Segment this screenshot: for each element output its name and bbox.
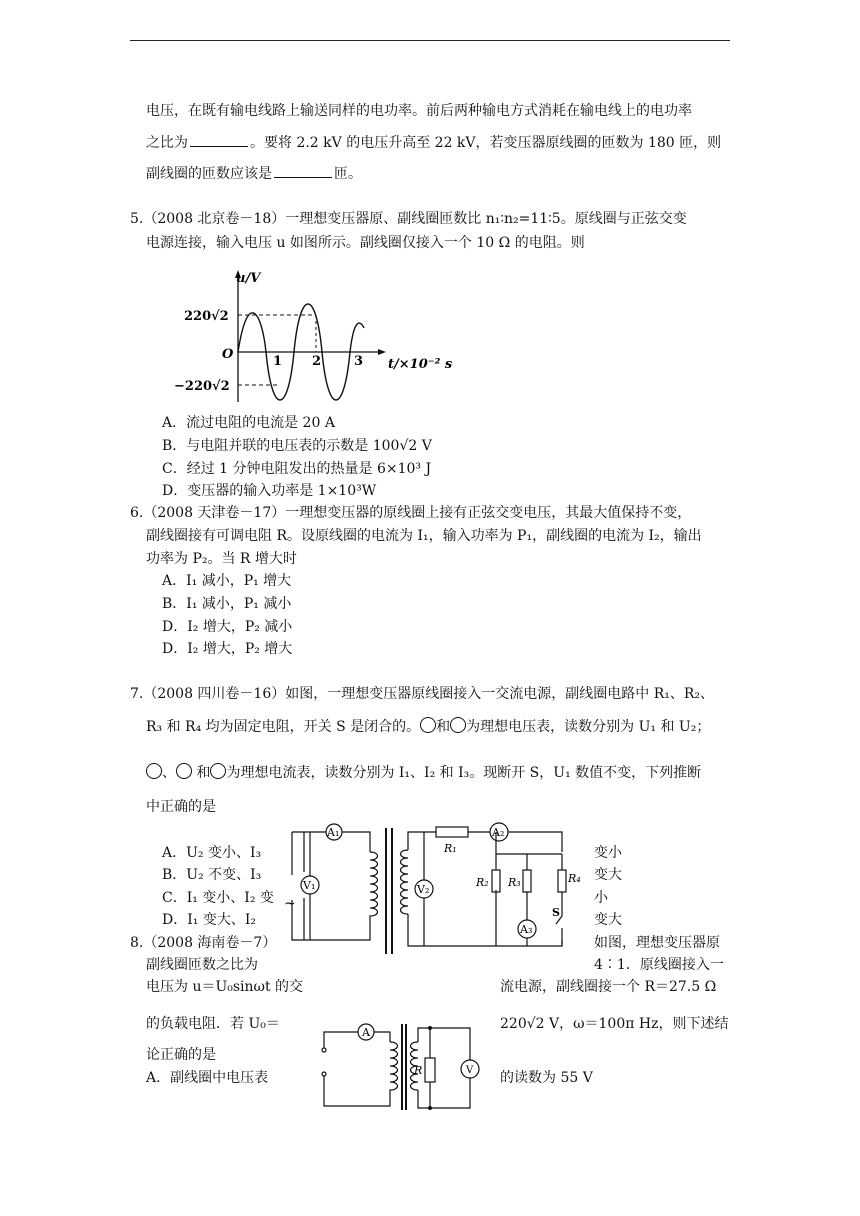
q8-transformer-circuit	[318, 1020, 488, 1112]
circuit-v2: V₂	[417, 883, 430, 896]
circuit-r3: R₃	[508, 876, 521, 889]
circuit-switch: S	[552, 906, 560, 919]
q8-line4-left: 的负载电阻．若 U₀＝	[146, 1016, 280, 1032]
voltmeter-symbol-icon	[420, 717, 436, 733]
q7-line1: 7.（2008 四川卷－16）如图，一理想变压器原线圈接入一交流电源，副线圈电路中 R₁、R₂、	[130, 686, 715, 702]
q5-option-c: C．经过 1 分钟电阻发出的热量是 6×10³ J	[162, 461, 432, 477]
circuit-voltmeter: V	[466, 1065, 474, 1076]
q7-line2: R₃ 和 R₄ 均为固定电阻，开关 S 是闭合的。 和 为理想电压表，读数分别为 U₁ 和 U₂；	[146, 719, 711, 735]
voltmeter-symbol-icon	[450, 717, 466, 733]
q7-option-b-end: 变大	[594, 867, 622, 883]
circuit-a1: A₁	[327, 826, 340, 839]
q7-line4: 中正确的是	[146, 799, 216, 815]
q7-option-c: C．I₁ 变小、I₂ 变	[162, 890, 274, 906]
q7-option-a: A．U₂ 变小、I₃	[162, 845, 262, 861]
ammeter-symbol-icon	[176, 763, 192, 779]
q8-line4-right: 220√2 V，ω＝100π Hz，则下述结	[500, 1016, 729, 1032]
q5-line2: 电源连接，输入电压 u 如图所示。副线圈仅接入一个 10 Ω 的电阻。则	[146, 235, 585, 251]
q6-option-d1: D．I₂ 增大，P₂ 减小	[162, 619, 293, 635]
q8-line6-right: 的读数为 55 V	[500, 1070, 593, 1086]
circuit-a2: A₂	[492, 826, 505, 839]
q8-line5: 论正确的是	[146, 1047, 216, 1063]
answer-blank	[274, 165, 332, 178]
circuit-a3: A₃	[520, 923, 533, 936]
q5-option-a: A．流过电阻的电流是 20 A	[162, 415, 335, 431]
circuit-src: ~	[284, 896, 296, 912]
q7-option-c-end: 小	[594, 890, 608, 906]
circuit-r2: R₂	[476, 876, 489, 889]
q5-option-d: D．变压器的输入功率是 1×10³W	[162, 483, 377, 499]
graph-ymax: 220√2	[184, 309, 229, 324]
q7-option-a-end: 变小	[594, 845, 622, 861]
q7-transformer-circuit	[280, 820, 590, 955]
circuit-v1: V₁	[303, 879, 316, 892]
header-rule	[130, 40, 730, 41]
graph-ylabel: u/V	[236, 271, 261, 286]
q8-line1-left: 8.（2008 海南卷－7）	[130, 935, 277, 951]
q7-line3: 、 和 为理想电流表，读数分别为 I₁、I₂ 和 I₃。现断开 S，U₁ 数值不变，下列推断	[146, 763, 701, 783]
voltage-waveform-graph	[170, 268, 470, 408]
q8-line6-left: A．副线圈中电压表	[146, 1070, 269, 1086]
q5-option-b: B．与电阻并联的电压表的示数是 100√2 V	[162, 438, 432, 454]
q8-line1-right: 如图，理想变压器原	[594, 935, 720, 951]
circuit-ammeter: A	[362, 1026, 370, 1039]
q6-option-d2: D．I₂ 增大，P₂ 增大	[162, 641, 293, 657]
q8-line2-right: 4∶1．原线圈接入一	[594, 957, 724, 973]
q6-line3: 功率为 P₂。当 R 增大时	[146, 551, 297, 567]
q6-line1: 6.（2008 天津卷－17）一理想变压器的原线圈上接有正弦交变电压，其最大值保持不变，	[130, 505, 692, 521]
answer-blank	[190, 134, 248, 147]
q8-line3-left: 电压为 u＝U₀sinωt 的交	[146, 979, 304, 995]
circuit-resistor: R	[414, 1064, 423, 1077]
circuit-r4: R₄	[568, 872, 581, 885]
q6-option-b: B．I₁ 减小，P₁ 减小	[162, 596, 292, 612]
graph-tick-1: 1	[273, 354, 283, 369]
graph-origin: O	[222, 347, 234, 362]
ammeter-symbol-icon	[146, 763, 162, 779]
q7-option-d-end: 变大	[594, 912, 622, 928]
circuit-r1: R₁	[444, 842, 457, 855]
q4-line2: 之比为 。要将 2.2 kV 的电压升高至 22 kV，若变压器原线圈的匝数为 180 匝，则	[146, 135, 722, 151]
q7-option-b: B．U₂ 不变、I₃	[162, 867, 262, 883]
q8-line3-right: 流电源，副线圈接一个 R＝27.5 Ω	[500, 979, 717, 995]
q6-option-a: A．I₁ 减小，P₁ 增大	[162, 573, 292, 589]
graph-ymin: −220√2	[174, 379, 230, 394]
q7-option-d: D．I₁ 变大、I₂	[162, 912, 256, 928]
q8-line2-left: 副线圈匝数之比为	[146, 957, 258, 973]
q6-line2: 副线圈接有可调电阻 R。设原线圈的电流为 I₁，输入功率为 P₁，副线圈的电流为 I₂，输出	[146, 528, 702, 544]
graph-tick-2: 2	[312, 354, 322, 369]
q4-line3: 副线圈的匝数应该是 匝。	[146, 166, 362, 182]
ammeter-symbol-icon	[210, 763, 226, 779]
graph-xlabel: t/×10⁻² s	[388, 357, 453, 372]
q5-line1: 5.（2008 北京卷－18）一理想变压器原、副线圈匝数比 n₁∶n₂=11∶5。原线圈与正弦交变	[130, 211, 687, 227]
graph-tick-3: 3	[354, 354, 364, 369]
q4-line1: 电压，在既有输电线路上输送同样的电功率。前后两种输电方式消耗在输电线上的电功率	[146, 103, 692, 119]
